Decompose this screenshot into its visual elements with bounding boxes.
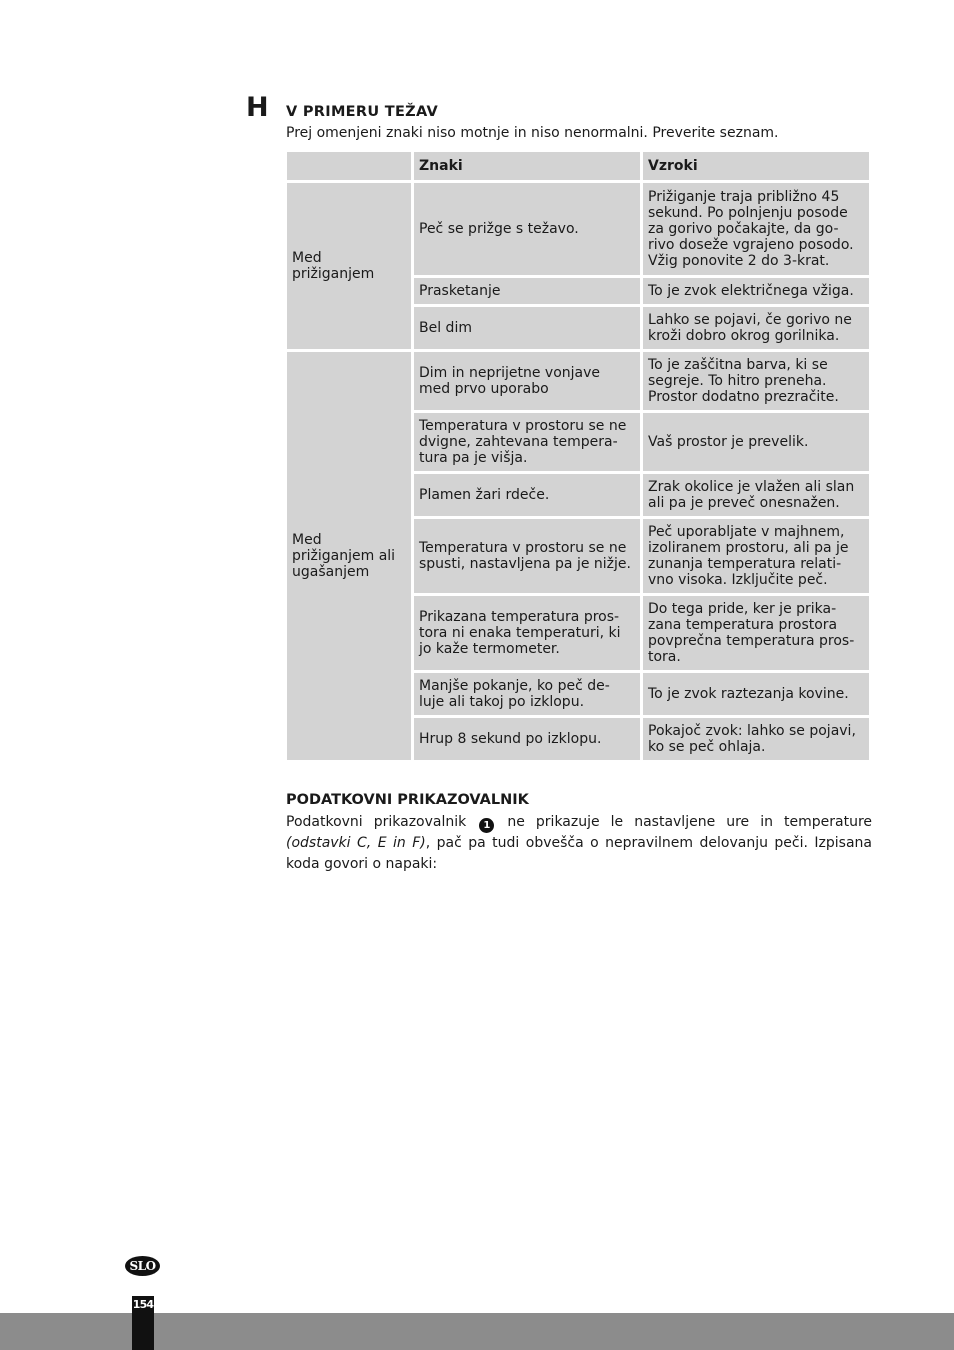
sign-cell: Temperatura v prostoru se ne dvigne, zahtevana tempera-tura pa je višja. — [414, 413, 640, 471]
cause-cell: Lahko se pojavi, če gorivo ne kroži dobro okrog gorilnika. — [643, 307, 869, 349]
table-row — [287, 352, 869, 410]
group-label: Med prižiganjem ali ugašanjem — [287, 352, 411, 760]
sign-cell: Temperatura v prostoru se ne spusti, nastavljena pa je nižje. — [414, 519, 640, 593]
sign-cell: Bel dim — [414, 307, 640, 349]
cause-cell: Prižiganje traja približno 45 sekund. Po polnjenju posode za gorivo počakajte, da go-rivo doseže vgrajeno posodo. Vžig ponovite 2 do 3-krat. — [643, 183, 869, 275]
header-causes: Vzroki — [643, 152, 869, 180]
display-text-start: Podatkovni prikazovalnik — [286, 814, 467, 830]
page-number: 154 — [132, 1298, 154, 1311]
sign-cell: Prasketanje — [414, 278, 640, 304]
table-header-row — [287, 152, 869, 180]
header-signs: Znaki — [414, 152, 640, 180]
display-text-reference: (odstavki C, E in F) — [286, 835, 426, 851]
sign-cell: Plamen žari rdeče. — [414, 474, 640, 516]
cause-cell: To je zaščitna barva, ki se segreje. To hitro preneha. Prostor dodatno prezračite. — [643, 352, 869, 410]
sign-cell: Prikazana temperatura pros-tora ni enaka temperaturi, ki jo kaže termometer. — [414, 596, 640, 670]
troubleshooting-table — [284, 149, 872, 763]
table-row — [287, 183, 869, 275]
cause-cell: To je zvok električnega vžiga. — [643, 278, 869, 304]
section-intro: Prej omenjeni znaki niso motnje in niso nenormalni. Preverite seznam. — [286, 125, 779, 141]
cause-cell: To je zvok raztezanja kovine. — [643, 673, 869, 715]
sign-cell: Manjše pokanje, ko peč de-luje ali takoj po izklopu. — [414, 673, 640, 715]
display-text-end: , pač pa tudi obvešča o nepravilnem delovanju peči. Izpisana koda govori o napaki: — [286, 835, 872, 872]
display-text-middle: ne prikazuje le nastavljene ure in temperature — [507, 814, 873, 830]
sign-cell: Peč se prižge s težavo. — [414, 183, 640, 275]
number-one-badge-icon: 1 — [479, 818, 494, 833]
cause-cell: Zrak okolice je vlažen ali slan ali pa je preveč onesnažen. — [643, 474, 869, 516]
language-badge: SLO — [125, 1256, 160, 1276]
display-section-text — [286, 812, 872, 874]
section-title: V PRIMERU TEŽAV — [286, 104, 439, 120]
cause-cell: Do tega pride, ker je prika-zana temperatura prostora povprečna temperatura pros-tora. — [643, 596, 869, 670]
sign-cell: Hrup 8 sekund po izklopu. — [414, 718, 640, 760]
header-empty — [287, 152, 411, 180]
cause-cell: Vaš prostor je prevelik. — [643, 413, 869, 471]
display-section-title: PODATKOVNI PRIKAZOVALNIK — [286, 792, 529, 808]
group-label: Med prižiganjem — [287, 183, 411, 349]
sign-cell: Dim in neprijetne vonjave med prvo uporabo — [414, 352, 640, 410]
section-letter: H — [246, 92, 269, 123]
cause-cell: Peč uporabljate v majhnem, izoliranem prostoru, ali pa je zunanja temperatura relati-vno visoka. Izključite peč. — [643, 519, 869, 593]
cause-cell: Pokajoč zvok: lahko se pojavi, ko se peč ohlaja. — [643, 718, 869, 760]
